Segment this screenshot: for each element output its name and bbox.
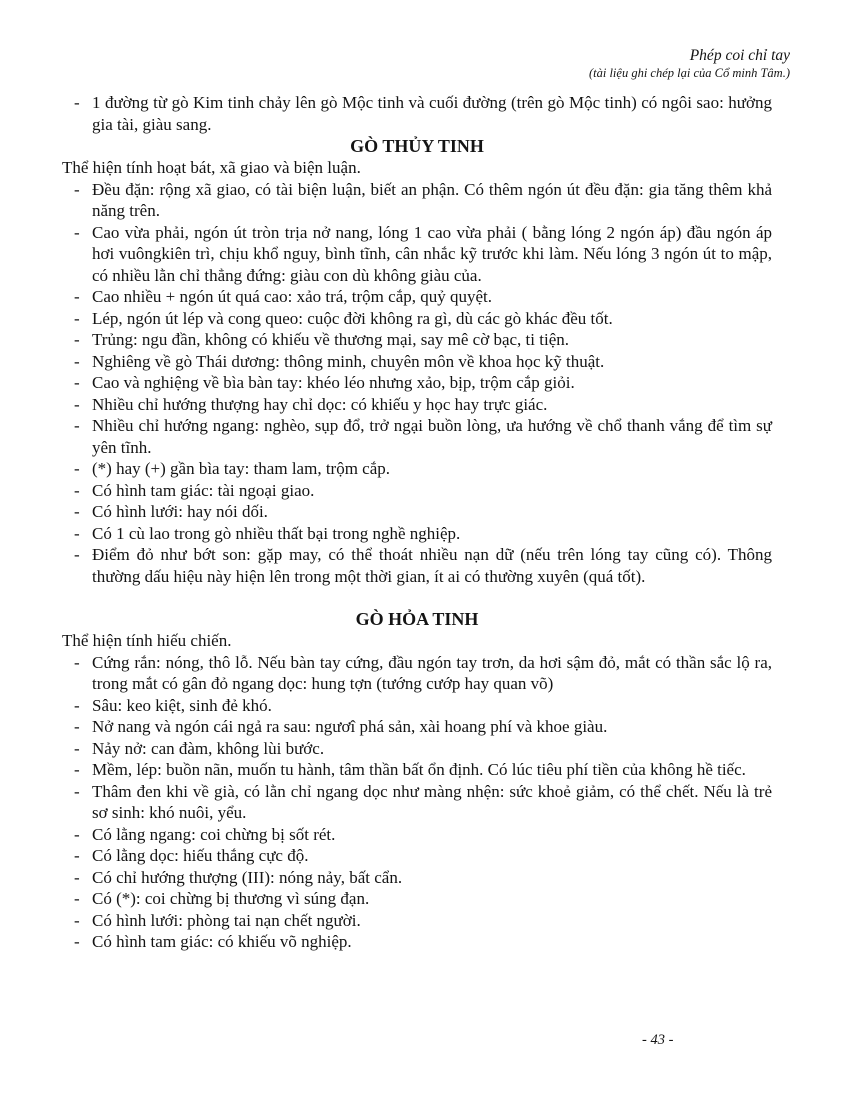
bullet-marker: - xyxy=(74,523,80,543)
list-item xyxy=(62,179,772,222)
list-item xyxy=(62,759,772,781)
list-item xyxy=(62,931,772,953)
list-item xyxy=(62,738,772,760)
list-item xyxy=(62,372,772,394)
bullet-text: Nghiêng về gò Thái dương: thông minh, chuyên môn về khoa học kỹ thuật. xyxy=(92,351,605,371)
page-header xyxy=(62,46,790,81)
bullet-marker: - xyxy=(74,889,80,908)
list-item xyxy=(62,222,772,287)
bullet-marker: - xyxy=(74,373,80,392)
list-item xyxy=(62,501,772,523)
bullet-marker: - xyxy=(74,330,80,349)
bullet-text: Cứng rắn: nóng, thô lỗ. Nếu bàn tay cứng, đầu ngón tay trơn, da hơi sậm đỏ, mắt có thần sắc lộ ra, trong mắt có gân đỏ ngang dọc: hung tợn (tướng cướp hay quan võ) xyxy=(92,652,772,693)
bullet-marker: - xyxy=(74,781,80,801)
bullet-marker: - xyxy=(74,695,80,715)
bullet-marker: - xyxy=(74,93,80,112)
list-item xyxy=(62,781,772,824)
bullet-marker: - xyxy=(74,480,80,500)
document-title: Phép coi chỉ tay xyxy=(689,47,790,64)
bullet-text: Đều đặn: rộng xã giao, có tài biện luận, biết an phận. Có thêm ngón út đều đặn: gia tăng thêm khả năng trên. xyxy=(92,179,772,220)
bullet-marker: - xyxy=(74,308,80,328)
section-heading: GÒ HỎA TINH xyxy=(355,609,479,629)
bullet-text: Nhiều chỉ hướng ngang: nghèo, sụp đổ, trở ngại buồn lòng, ưa hướng về chổ thanh vắng để tìm sự yên tĩnh. xyxy=(92,416,772,457)
list-item xyxy=(62,394,772,416)
bullet-marker: - xyxy=(74,910,80,930)
bullet-text: Điểm đỏ như bớt son: gặp may, có thể thoát nhiều nạn dữ (nếu trên lóng tay cũng có). Thông thường dấu hiệu này hiện lên trong một thời gian, ít ai có thường xuyên (quá tốt). xyxy=(92,545,772,586)
bullet-marker: - xyxy=(74,717,80,736)
list-item xyxy=(62,92,772,135)
list-item xyxy=(62,480,772,502)
bullet-marker: - xyxy=(74,351,80,371)
list-item xyxy=(62,415,772,458)
bullet-text: Có hình tam giác: tài ngoại giao. xyxy=(92,480,315,500)
bullet-text: Có hình lưới: hay nói dối. xyxy=(92,502,268,521)
bullet-marker: - xyxy=(74,416,80,435)
document-subtitle: (tài liệu ghi chép lại của Cổ minh Tâm.) xyxy=(588,66,790,80)
bullet-marker: - xyxy=(74,545,80,564)
bullet-marker: - xyxy=(74,932,80,951)
bullet-text: Có lằng dọc: hiếu thắng cực độ. xyxy=(92,846,309,865)
bullet-text: Nở nang và ngón cái ngả ra sau: ngươî phá sản, xài hoang phí và khoe giàu. xyxy=(92,717,608,736)
bullet-text: Nảy nở: can đàm, không lùi bước. xyxy=(92,738,325,758)
document-body xyxy=(62,92,772,953)
list-item xyxy=(62,695,772,717)
section-heading: GÒ THỦY TINH xyxy=(350,136,484,156)
bullet-text: Lép, ngón út lép và cong queo: cuộc đời không ra gì, dù các gò khác đều tốt. xyxy=(92,308,613,328)
bullet-marker: - xyxy=(74,824,80,844)
bullet-text: Cao và nghiệng về bìa bàn tay: khéo léo nhưng xảo, bịp, trộm cắp giỏi. xyxy=(92,373,575,392)
bullet-marker: - xyxy=(74,760,80,779)
bullet-text: Thâm đen khi về già, có lằn chỉ ngang dọc như màng nhện: sức khoẻ giảm, có thể chết. Nếu là trẻ sơ sinh: khó nuôi, yểu. xyxy=(92,781,772,822)
bullet-marker: - xyxy=(74,222,80,242)
list-item xyxy=(62,716,772,738)
bullet-marker: - xyxy=(74,652,80,672)
list-item xyxy=(62,523,772,545)
bullet-text: Trủng: ngu đần, không có khiếu về thương mại, say mê cờ bạc, ti tiện. xyxy=(92,330,569,349)
section-description: Thể hiện tính hiếu chiến. xyxy=(62,631,232,650)
bullet-text: Có hình lưới: phòng tai nạn chết người. xyxy=(92,910,361,930)
bullet-marker: - xyxy=(74,846,80,865)
bullet-text: Có hình tam giác: có khiếu võ nghiệp. xyxy=(92,932,352,951)
bullet-text: Nhiều chỉ hướng thượng hay chỉ dọc: có khiếu y học hay trực giác. xyxy=(92,394,548,414)
bullet-marker: - xyxy=(74,867,80,887)
list-item xyxy=(62,652,772,695)
page-number: - 43 - xyxy=(642,1032,674,1048)
list-item xyxy=(62,910,772,932)
bullet-marker: - xyxy=(74,738,80,758)
bullet-text: Có lằng ngang: coi chừng bị sốt rét. xyxy=(92,824,336,844)
bullet-text: Có 1 cù lao trong gò nhiều thất bại trong nghề nghiệp. xyxy=(92,523,461,543)
section-description: Thể hiện tính hoạt bát, xã giao và biện luận. xyxy=(62,158,361,177)
page-footer xyxy=(642,1031,673,1049)
list-item xyxy=(62,845,772,867)
list-item xyxy=(62,544,772,587)
list-item xyxy=(62,286,772,308)
bullet-marker: - xyxy=(74,179,80,199)
bullet-marker: - xyxy=(74,459,80,478)
list-item xyxy=(62,888,772,910)
bullet-text: Có (*): coi chừng bị thương vì súng đạn. xyxy=(92,889,370,908)
list-item xyxy=(62,458,772,480)
bullet-text: (*) hay (+) gần bìa tay: tham lam, trộm cắp. xyxy=(92,459,391,478)
bullet-marker: - xyxy=(74,502,80,521)
list-item xyxy=(62,308,772,330)
bullet-text: Cao nhiều + ngón út quá cao: xảo trá, trộm cắp, quỷ quyệt. xyxy=(92,287,493,306)
bullet-text: Cao vừa phải, ngón út tròn trịa nở nang, lóng 1 cao vừa phải ( bằng lóng 2 ngón áp) đầu ngón áp hơi vuôngkiên trì, chịu khổ nguy, bình tĩnh, cân nhắc kỹ trước khi làm. Nếu lóng 3 ngón út to mập, có nhiều lằn chỉ thẳng đứng: giàu con dù không giàu của. xyxy=(92,222,772,285)
bullet-marker: - xyxy=(74,287,80,306)
list-item xyxy=(62,824,772,846)
bullet-text: Sâu: keo kiệt, sinh đẻ khó. xyxy=(92,695,272,715)
bullet-text: 1 đường từ gò Kim tinh chảy lên gò Mộc tinh và cuối đường (trên gò Mộc tinh) có ngôi sao: hưởng gia tài, giàu sang. xyxy=(92,93,772,134)
list-item xyxy=(62,867,772,889)
bullet-text: Có chỉ hướng thượng (III): nóng nảy, bất cẩn. xyxy=(92,867,403,887)
list-item xyxy=(62,329,772,351)
bullet-text: Mềm, lép: buồn nãn, muốn tu hành, tâm thần bất ổn định. Có lúc tiêu phí tiền của không hề tiếc. xyxy=(92,760,746,779)
list-item xyxy=(62,351,772,373)
bullet-marker: - xyxy=(74,394,80,414)
